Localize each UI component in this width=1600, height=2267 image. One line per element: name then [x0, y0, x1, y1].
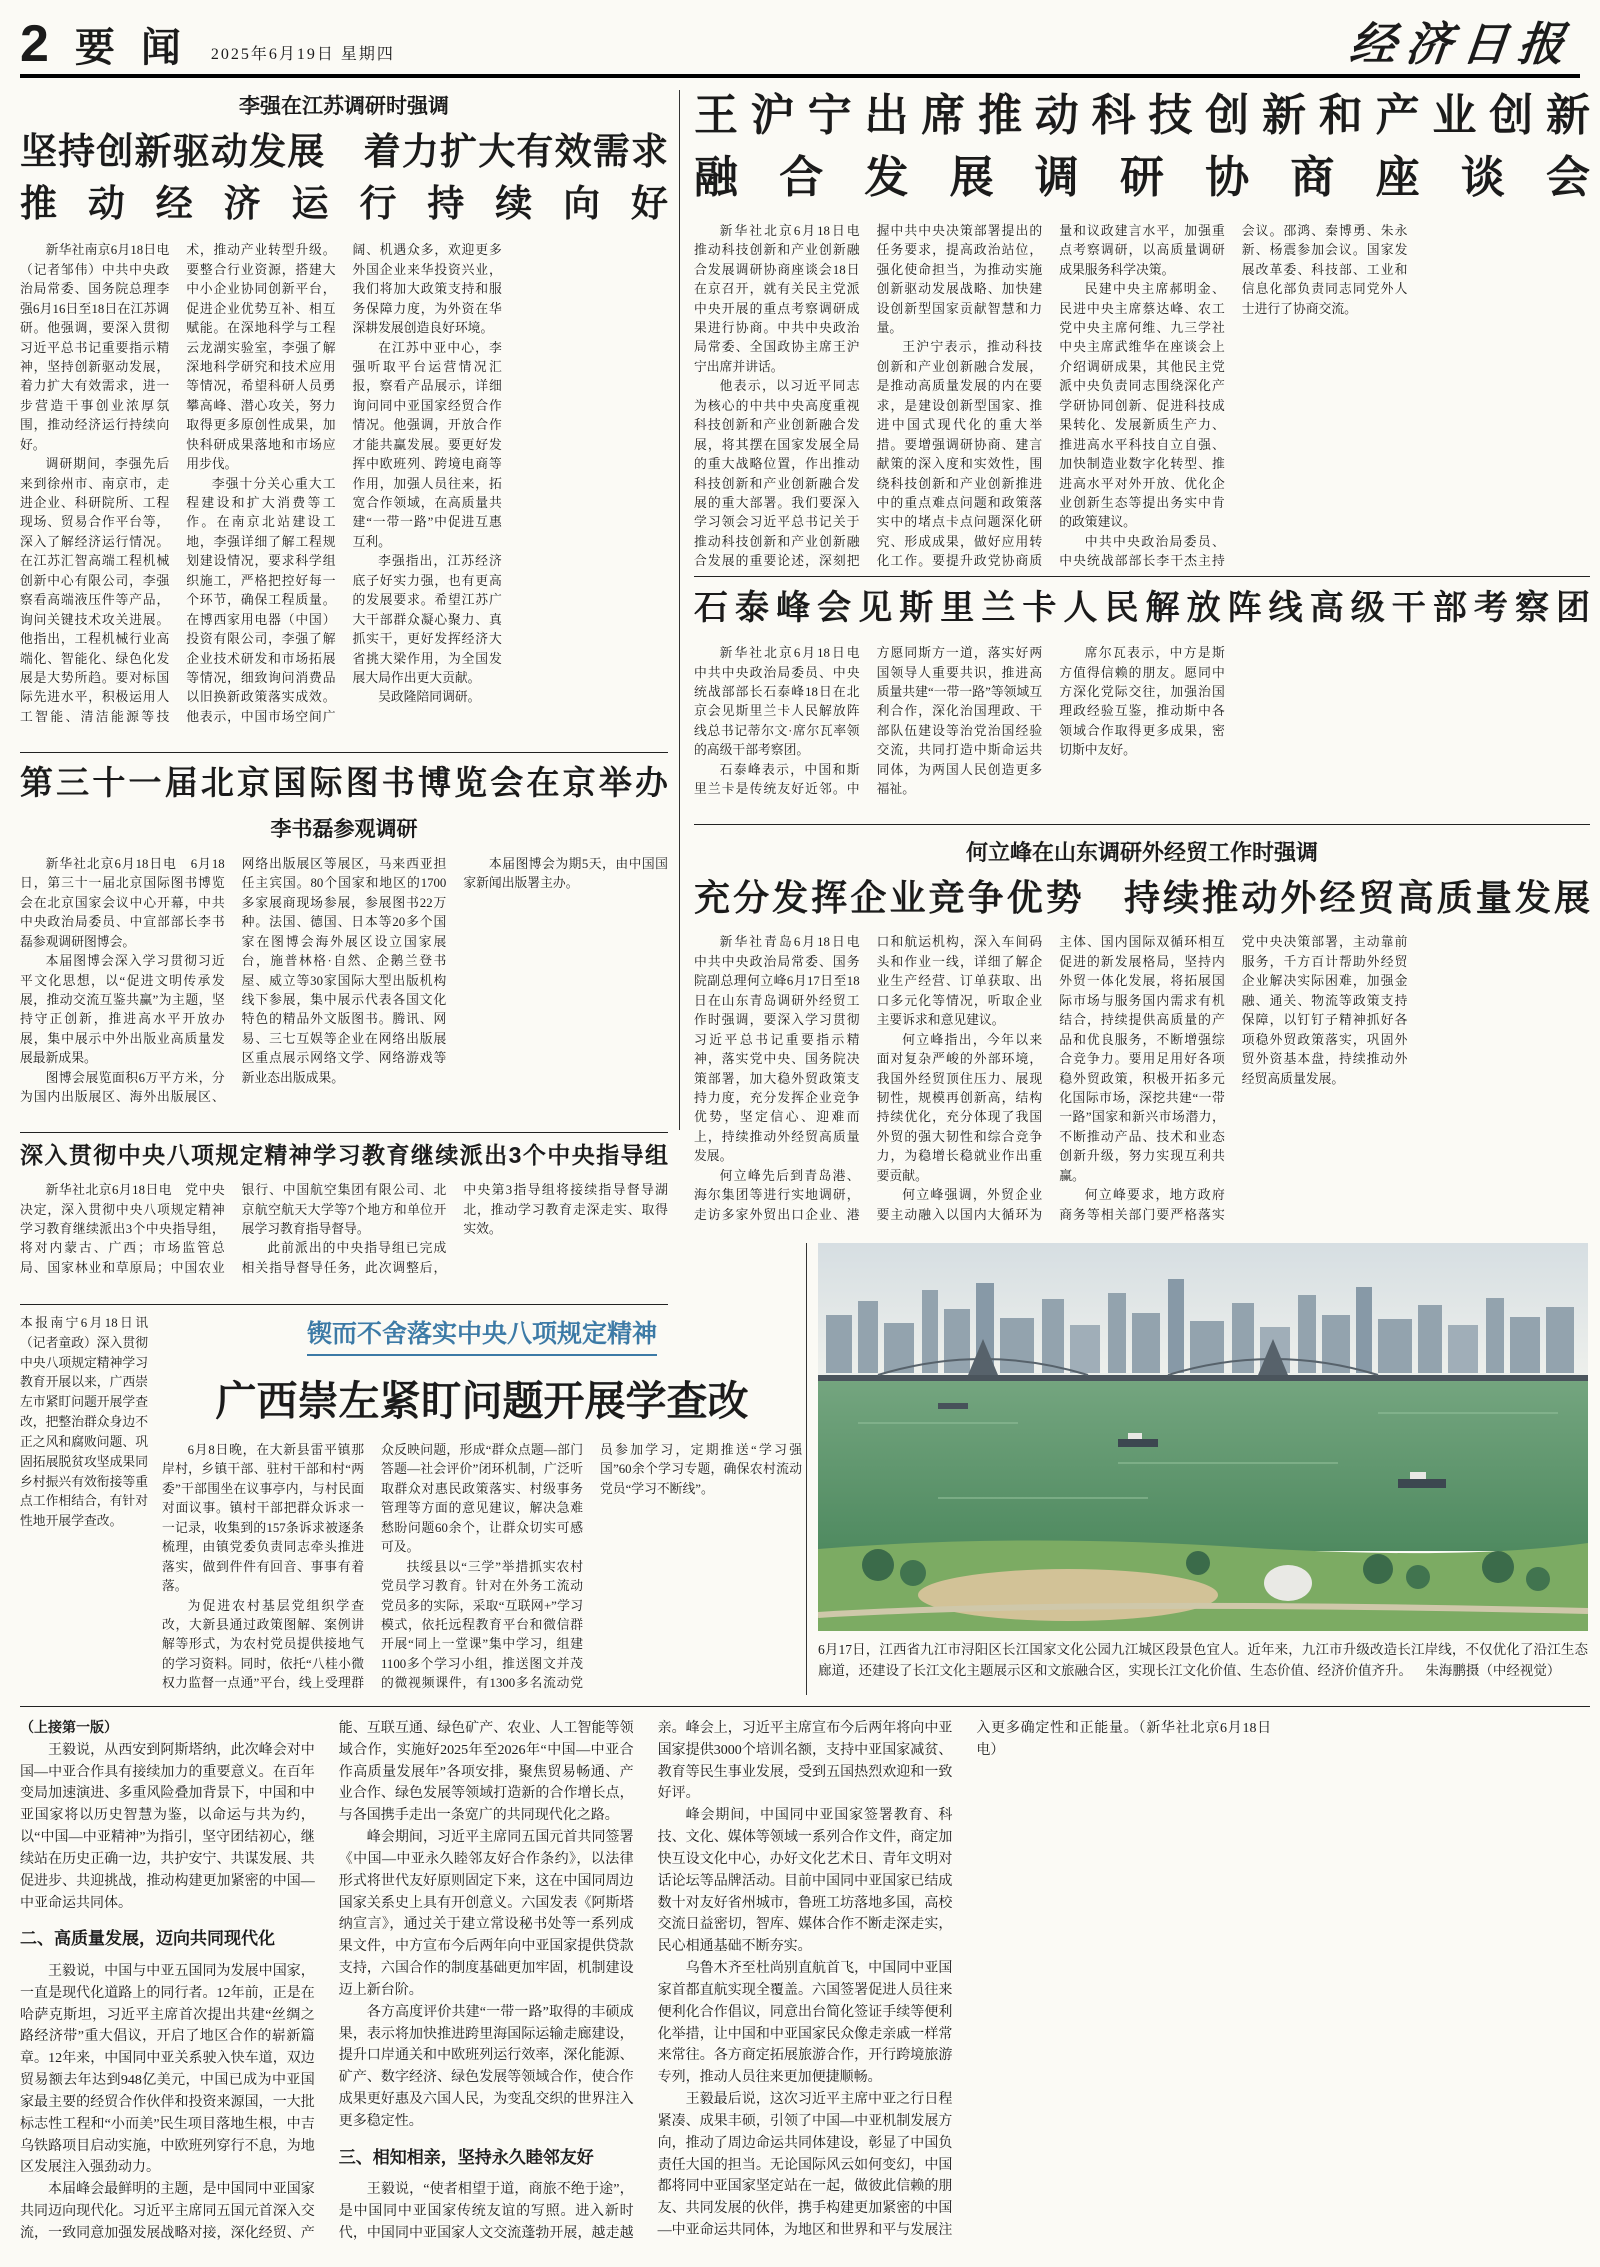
paragraph: 吴政隆陪同调研。 [378, 690, 481, 705]
paragraph: 王毅最后说，这次习近平主席中亚之行日程紧凑、成果丰硕，引领了中国—中亚机制发展方向，推动了周边命运共同体建设，彰显了中国负责任大国的担当。无论国际风云如何变幻，中国都将同中亚国家坚定站在一起，做彼此信赖的朋友、共同发展的伙伴，携手构建更加紧密的中国—中亚命运共同体，为地区和世界和平与发展注入更多确定性和正能量。（新华社北京6月18日电） [657, 1721, 1272, 2239]
article-helifeng [694, 836, 1590, 1232]
article-bookfair-headline: 第三十一届北京国际图书博览会在京举办 [20, 764, 668, 801]
paragraph: 新华社北京6月18日电 中共中央政治局委员、中央统战部部长石泰峰18日在北京会见斯里兰卡人民解放阵线总书记蒂尔文·席尔瓦率领的高级干部考察团。 [694, 646, 873, 758]
article-guangxi-body [162, 1441, 802, 1694]
jump-note: （上接第一版） [20, 1721, 118, 1736]
article-wanghuning-headline-line2: 融合发展调研协商座谈会 [694, 152, 1590, 202]
column-rule [679, 90, 680, 1130]
photo-credit: 朱海鹏摄（中经视觉） [1425, 1662, 1561, 1678]
article-liqiang [20, 90, 668, 745]
paragraph: 李强指出，江苏经济底子好实力强，也有更高的发展要求。希望江苏广大干部群众凝心聚力、真抓实干，更好发挥经济大省挑大梁作用，为全国发展大局作出更大贡献。 [352, 554, 502, 685]
paragraph: 此前派出的中央指导组已完成相关指导督导任务，此次调整后，中央第3指导组将接续指导督导湖北，推动学习教育走深走实、取得实效。 [241, 1183, 668, 1275]
divider [20, 1706, 1590, 1707]
continuation-section2-title: 二、高质量发展，迈向共同现代化 [20, 1929, 275, 1949]
paragraph: 王毅说，从西安到阿斯塔纳，此次峰会对中国—中亚合作具有接续加力的重要意义。在百年变局加速演进、多重风险叠加背景下，中国和中亚国家将以历史智慧为鉴，以命运与共为约，以“中国—中亚精神”为指引，坚守团结初心，继续站在历史正确一边，共护安宁、共谋发展、共促进步、共迎挑战，推动构建更加紧密的中国—中亚命运共同体。 [20, 1742, 315, 1911]
paragraph: 各方高度评价共建“一带一路”取得的丰硕成果，表示将加快推进跨里海国际运输走廊建设，提升口岸通关和中欧班列运行效率，深化能源、矿产、数字经济、绿色发展等领域合作，使合作成果更好惠及六国人民，为变乱交织的世界注入更多稳定性。 [338, 2004, 634, 2129]
paragraph: 何立峰强调，外贸企业要主动融入以国内大循环为主体、国内国际双循环相互促进的新发展格局，坚持内外贸一体化发展，将拓展国际市场与服务国内需求有机结合，持续提供高质量的产品和优良服务，不断增强综合竞争力。要用足用好各项稳外贸政策，积极开拓多元化国际市场，深挖共建“一带一路”国家和新兴市场潜力，不断推动产品、技术和业态创新升级，努力实现互利共赢。 [876, 935, 1225, 1222]
article-shitaifeng-body [694, 644, 1590, 802]
paragraph: 李强十分关心重大工程建设和扩大消费等工作。在南京北站建设工地，李强详细了解工程规划建设情况，要求科学组织施工，严格把控好每一个环节，确保工程质量。在博西家用电器（中国）投资有限公司，李强了解企业技术研发和市场拓展等情况，细致询问消费品以旧换新政策落实成效。他表示，中国市场空间广阔、机遇众多，欢迎更多外国企业来华投资兴业，我们将加大政策支持和服务保障力度，为外资在华深耕发展创造良好环境。 [186, 243, 502, 724]
riverfront-park [818, 1540, 1588, 1631]
article-liqiang-headline-line1: 坚持创新驱动发展 着力扩大有效需求 [20, 131, 668, 172]
paragraph: 新华社北京6月18日电 推动科技创新和产业创新融合发展调研协商座谈会18日在京召开，就有关民主党派中央开展的重点考察调研成果进行协商。中共中央政治局常委、全国政协主席王沪宁出席并讲话。 [694, 223, 873, 374]
paragraph: 新华社青岛6月18日电 中共中央政治局常委、国务院副总理何立峰6月17日至18日在山东青岛调研外经贸工作时强调，要深入学习贯彻习近平总书记重要指示精神，落实党中央、国务院决策部署，加大稳外贸政策支持力度，充分发挥企业竞争优势，坚定信心、迎难而上，持续推动外经贸高质量发展。 [694, 935, 873, 1164]
article-wanghuning [694, 90, 1590, 568]
article-helifeng-headline: 充分发挥企业竞争优势 持续推动外经贸高质量发展 [694, 877, 1590, 918]
article-liqiang-headline-line2: 推动经济运行持续向好 [20, 182, 668, 224]
article-guangxi-kicker [162, 1314, 802, 1356]
article-bookfair [20, 764, 668, 1124]
paragraph: 民建中央主席郝明金、民进中央主席蔡达峰、农工党中央主席何维、九三学社中央主席武维华在座谈会上介绍调研成果，其他民主党派中央负责同志围绕深化产学研协同创新、促进科技成果转化、发展新质生产力、推进高水平科技自立自强、加快制造业数字化转型、推进高水平对外开放、优化企业创新生态等提出务实中肯的政策建议。 [1059, 282, 1225, 530]
paragraph: 席尔瓦表示，中方是斯方值得信赖的朋友。愿同中方深化党际交往，加强治国理政经验互鉴，推动斯中各领域合作取得更多成果，密切斯中友好。 [1059, 646, 1225, 758]
article-inspection [20, 1142, 668, 1300]
paragraph: 本届图博会深入学习贯彻习近平文化思想，以“促进文明传承发展，推动交流互鉴共赢”为主题，坚持守正创新，推进高水平开放办展，集中展示中外出版业高质量发展最新成果。 [20, 954, 225, 1066]
section-name: 要闻 [74, 25, 207, 70]
photo-caption [818, 1640, 1588, 1698]
paragraph: 新华社北京6月18日电 6月18日，第三十一届北京国际图书博览会在北京国家会议中心开幕，中共中央政治局委员、中宣部部长李书磊参观调研图博会。 [20, 856, 225, 949]
paragraph: 何立峰指出，今年以来面对复杂严峻的外部环境，我国外经贸顶住压力、展现韧性，规模再创新高，结构持续优化，充分体现了我国外贸的强大韧性和综合竞争力，为稳增长稳就业作出重要贡献。 [876, 1032, 1043, 1183]
paragraph: 石泰峰表示，中国和斯里兰卡是传统友好近邻。中方愿同斯方一道，落实好两国领导人重要共识，推进高质量共建“一带一路”等领域互利合作，深化治国理政、干部队伍建设等治党治国经验交流，共同打造中斯命运共同体，为两国人民创造更多福祉。 [694, 646, 1043, 797]
article-continuation [20, 1718, 1590, 2256]
paragraph: 调研期间，李强先后来到徐州市、南京市，走进企业、科研院所、工程现场、贸易合作平台等，深入了解经济运行情况。在江苏汇智高端工程机械创新中心有限公司，李强察看高端液压件等产品，询问关键技术攻关进展。他指出，工程机械行业高端化、智能化、绿色化发展是大势所趋。要对标国际先进水平，积极运用人工智能、清洁能源等技术，推动产业转型升级。要整合行业资源，搭建大中小企业协同创新平台，促进企业优势互补、相互赋能。在深地科学与工程云龙湖实验室，李强了解深地科学研究和技术应用等情况，希望科研人员勇攀高峰、潜心攻关，努力取得更多原创性成果，加快科研成果落地和市场应用步伐。 [20, 243, 336, 724]
article-guangxi-headline: 广西崇左紧盯问题开展学查改 [215, 1378, 749, 1424]
paragraph: 在江苏中亚中心，李强听取平台运营情况汇报，察看产品展示，详细询问同中亚国家经贸合作情况。他强调，开放合作才能共赢发展。要更好发挥中欧班列、跨境电商等作用，加强人员往来，拓宽合作领域，在高质量共建“一带一路”中促进互惠互利。 [352, 340, 502, 549]
paragraph: 王毅说，中国与中亚五国同为发展中国家，一直是现代化道路上的同行者。12年前，正是在哈萨克斯坦，习近平主席首次提出共建“丝绸之路经济带”重大倡议，开启了地区合作的崭新篇章。12年来，中国同中亚关系驶入快车道，双边贸易额去年达到948亿美元，中国已成为中亚国家最主要的经贸合作伙伴和投资来源国，一大批标志性工程和“小而美”民生项目落地生根，中吉乌铁路项目启动实施，中欧班列穿行不息，为地区发展注入强劲动力。 [20, 1963, 315, 2176]
paragraph: 峰会期间，中国同中亚国家签署教育、科技、文化、媒体等领域一系列合作文件，商定加快互设文化中心，办好文化艺术日、青年文明对话论坛等品牌活动。目前中国同中亚国家已结成数十对友好省州城市，鲁班工坊落地多国，高校交流日益密切，智库、媒体合作不断走深走实，民心相通基础不断夯实。 [657, 1808, 953, 1955]
masthead-logo: 经济日报 [1347, 19, 1577, 70]
divider [20, 1304, 668, 1305]
photo-image [818, 1243, 1588, 1631]
article-wanghuning-headline-line1: 王沪宁出席推动科技创新和产业创新 [694, 91, 1590, 140]
paragraph: 本届图博会为期5天，由中国国家新闻出版署主办。 [463, 856, 668, 891]
paragraph: 图博会展览面积6万平方米，分为国内出版展区、海外出版展区、网络出版展区等展区，马来西亚担任主宾国。80个国家和地区的1700多家展商现场参展，参展图书22万种。法国、德国、日本等20多个国家在图博会海外展区设立国家展台，施普林格·自然、企鹅兰登书屋、威立等30家国际大型出版机构线下参展，集中展示代表各国文化特色的精品外文版图书。腾讯、网易、三七互娱等企业在网络出版展区重点展示网络文学、网络游戏等新业态出版成果。 [20, 856, 447, 1105]
article-guangxi [20, 1314, 802, 1694]
divider [694, 576, 1590, 577]
article-guangxi-main [162, 1314, 802, 1694]
divider [20, 752, 668, 753]
page-number: 2 [20, 15, 49, 74]
article-wanghuning-body [694, 222, 1590, 574]
article-guangxi-kicker-text: 锲而不舍落实中央八项规定精神 [307, 1314, 657, 1356]
article-shitaifeng-headline: 石泰峰会见斯里兰卡人民解放阵线高级干部考察团 [694, 589, 1590, 627]
paragraph: 峰会期间，习近平主席同五国元首共同签署《中国—中亚永久睦邻友好合作条约》，以法律形式将世代友好原则固定下来，这在中国同周边国家关系史上具有开创意义。六国发表《阿斯塔纳宣言》，通过关于建立常设秘书处等一系列成果文件，中方宣布今后两年向中亚国家提供贷款支持，六国合作的制度基础更加牢固，机制建设迈上新台阶。 [338, 1830, 634, 1998]
column-rule [806, 1243, 807, 1695]
divider [20, 1132, 668, 1133]
paragraph: 他表示，以习近平同志为核心的中共中央高度重视科技创新和产业创新融合发展，将其摆在国家发展全局的重大战略位置，作出推动科技创新和产业创新融合发展的重大部署。我们要深入学习领会习近平总书记关于推动科技创新和产业创新融合发展的重要论述，深刻把握中共中央决策部署提出的任务要求，提高政治站位，强化使命担当，为推动实施创新驱动发展战略、加快建设创新型国家贡献智慧和力量。 [694, 223, 1043, 569]
article-shitaifeng [694, 588, 1590, 816]
paragraph: 新华社北京6月18日电 党中央决定，深入贯彻中央八项规定精神学习教育继续派出3个中央指导组，将对内蒙古、广西；市场监管总局、国家林业和草原局；中国农业银行、中国航空集团有限公司、北京航空航天大学等7个地方和单位开展学习教育指导督导。 [20, 1183, 447, 1275]
article-bookfair-body [20, 855, 668, 1113]
paragraph: 为促进农村基层党组织学查改，大新县通过政策图解、案例讲解等形式，为农村党员提供接地气的学习资料。同时，依托“八桂小微权力监督一点通”平台，线上受理群众反映问题，形成“群众点题—部门答题—社会评价”闭环机制，广泛听取群众对惠民政策落实、村级事务管理等方面的意见建议，解决急难愁盼问题60余个，让群众切实可感可及。 [162, 1443, 583, 1691]
continuation-part1 [20, 1740, 315, 1915]
article-helifeng-body [694, 933, 1590, 1225]
paragraph: 本届峰会最鲜明的主题，是中国同中亚国家共同迈向现代化。习近平主席同五国元首深入交流，一致同意加强发展战略对接，深化经贸、产能、互联互通、绿色矿产、农业、人工智能等领域合作，实施好2025年至2026年“中国—中亚合作高质量发展年”各项安排，聚焦贸易畅通、产业合作、绿色发展等领域打造新的合作增长点，与各国携手走出一条宽广的共同现代化之路。 [20, 1721, 634, 2241]
paragraph: 何立峰要求，地方政府商务等相关部门要严格落实党中央决策部署，主动靠前服务，千方百计帮助外经贸企业解决实际困难，加强金融、通关、物流等政策支持保障，以钉钉子精神抓好各项稳外贸政策落实，巩固外贸外资基本盘，持续推动外经贸高质量发展。 [1059, 935, 1408, 1222]
paragraph: 王毅说，“使者相望于道，商旅不绝于途”，是中国同中亚国家传统友谊的写照。进入新时代，中国同中亚国家人文交流蓬勃开展，越走越亲。峰会上，习近平主席宣布今后两年将向中亚国家提供3000个培训名额，支持中亚国家减贫、教育等民生事业发展，受到五国热烈欢迎和一致好评。 [338, 1721, 953, 2241]
paragraph: 新华社南京6月18日电（记者邹伟）中共中央政治局常委、国务院总理李强6月16日至18日在江苏调研。他强调，要深入贯彻习近平总书记重要指示精神，坚持创新驱动发展，着力扩大有效需求，进一步营造干事创业浓厚氛围，推动经济运行持续向好。 [20, 243, 170, 452]
article-guangxi-intro: 本报南宁6月18日讯（记者童政）深入贯彻中央八项规定精神学习教育开展以来，广西崇左市紧盯问题开展学查改，把整治群众身边不正之风和腐败问题、巩固拓展脱贫攻坚成果同乡村振兴有效衔接等重点工作相结合，有针对性地开展学查改。 [20, 1316, 148, 1529]
page-date: 2025年6月19日 星期四 [210, 46, 395, 63]
paragraph: 何立峰先后到青岛港、海尔集团等进行实地调研，走访多家外贸出口企业、港口和航运机构，深入车间码头和作业一线，详细了解企业生产经营、订单获取、出口多元化等情况，听取企业主要诉求和意见建议。 [694, 935, 1043, 1222]
paragraph: 乌鲁木齐至杜尚别直航首飞，中国同中亚国家首都直航实现全覆盖。六国签署促进人员往来便利化合作倡议，同意出台简化签证手续等便利化举措，让中国和中亚国家民众像走亲戚一样常来常往。各方商定拓展旅游合作，开行跨境旅游专列，推动人员往来更加便捷顺畅。 [657, 1961, 953, 2086]
article-bookfair-subhead: 李书磊参观调研 [270, 817, 418, 841]
paragraph: 中共中央政治局委员、中央统战部部长李干杰主持会议。邵鸿、秦博勇、朱永新、杨震参加会议。国家发展改革委、科技部、工业和信息化部负责同志同党外人士进行了协商交流。 [1059, 223, 1408, 569]
paragraph: 扶绥县以“三学”举措抓实农村党员学习教育。针对在外务工流动党员多的实际，采取“互联网+”学习模式，依托远程教育平台和微信群开展“同上一堂课”集中学习，组建1100多个学习小组，推送图文并茂的微视频课件，有1300多名流动党员参加学习，定期推送“学习强国”60余个学习专题，确保农村流动党员“学习不断线”。 [381, 1443, 802, 1691]
article-inspection-body [20, 1181, 668, 1293]
article-helifeng-kicker: 何立峰在山东调研外经贸工作时强调 [965, 840, 1318, 865]
paragraph: 王沪宁表示，推动科技创新和产业创新融合发展，是推动高质量发展的内在要求，是建设创新型国家、推进中国式现代化的重大举措。要增强调研协商、建言献策的深入度和实效性，围绕科技创新和产业创新推进中的重点难点问题和政策落实中的堵点卡点问题深化研究、形成成果，做好应用转化工作。要提升政党协商质量和议政建言水平，加强重点考察调研，以高质量调研成果服务科学决策。 [876, 223, 1225, 569]
divider [694, 824, 1590, 825]
page-header [20, 8, 1580, 78]
article-inspection-headline: 深入贯彻中央八项规定精神学习教育继续派出3个中央指导组 [20, 1142, 668, 1168]
photo-jiujiang-yangtze [818, 1243, 1588, 1631]
paragraph: 6月8日晚，在大新县雷平镇那岸村，乡镇干部、驻村干部和村“两委”干部围坐在议事亭内，与村民面对面议事。镇村干部把群众诉求一一记录，收集到的157条诉求被逐条梳理，由镇党委负责同志牵头推进落实，做到件件有回音、事事有着落。 [162, 1443, 364, 1594]
continuation-section3-title: 三、相知相亲，坚持永久睦邻友好 [338, 2147, 594, 2167]
article-liqiang-kicker: 李强在江苏调研时强调 [239, 95, 449, 118]
article-liqiang-body [20, 241, 668, 746]
photo-caption-text: 6月17日，江西省九江市浔阳区长江国家文化公园九江城区段景色宜人。近年来，九江市升级改造长江岸线，不仅优化了沿江生态廊道，还建设了长江文化主题展示区和文旅融合区，实现长江文化价值、生态价值、经济价值齐升。 [818, 1642, 1588, 1678]
